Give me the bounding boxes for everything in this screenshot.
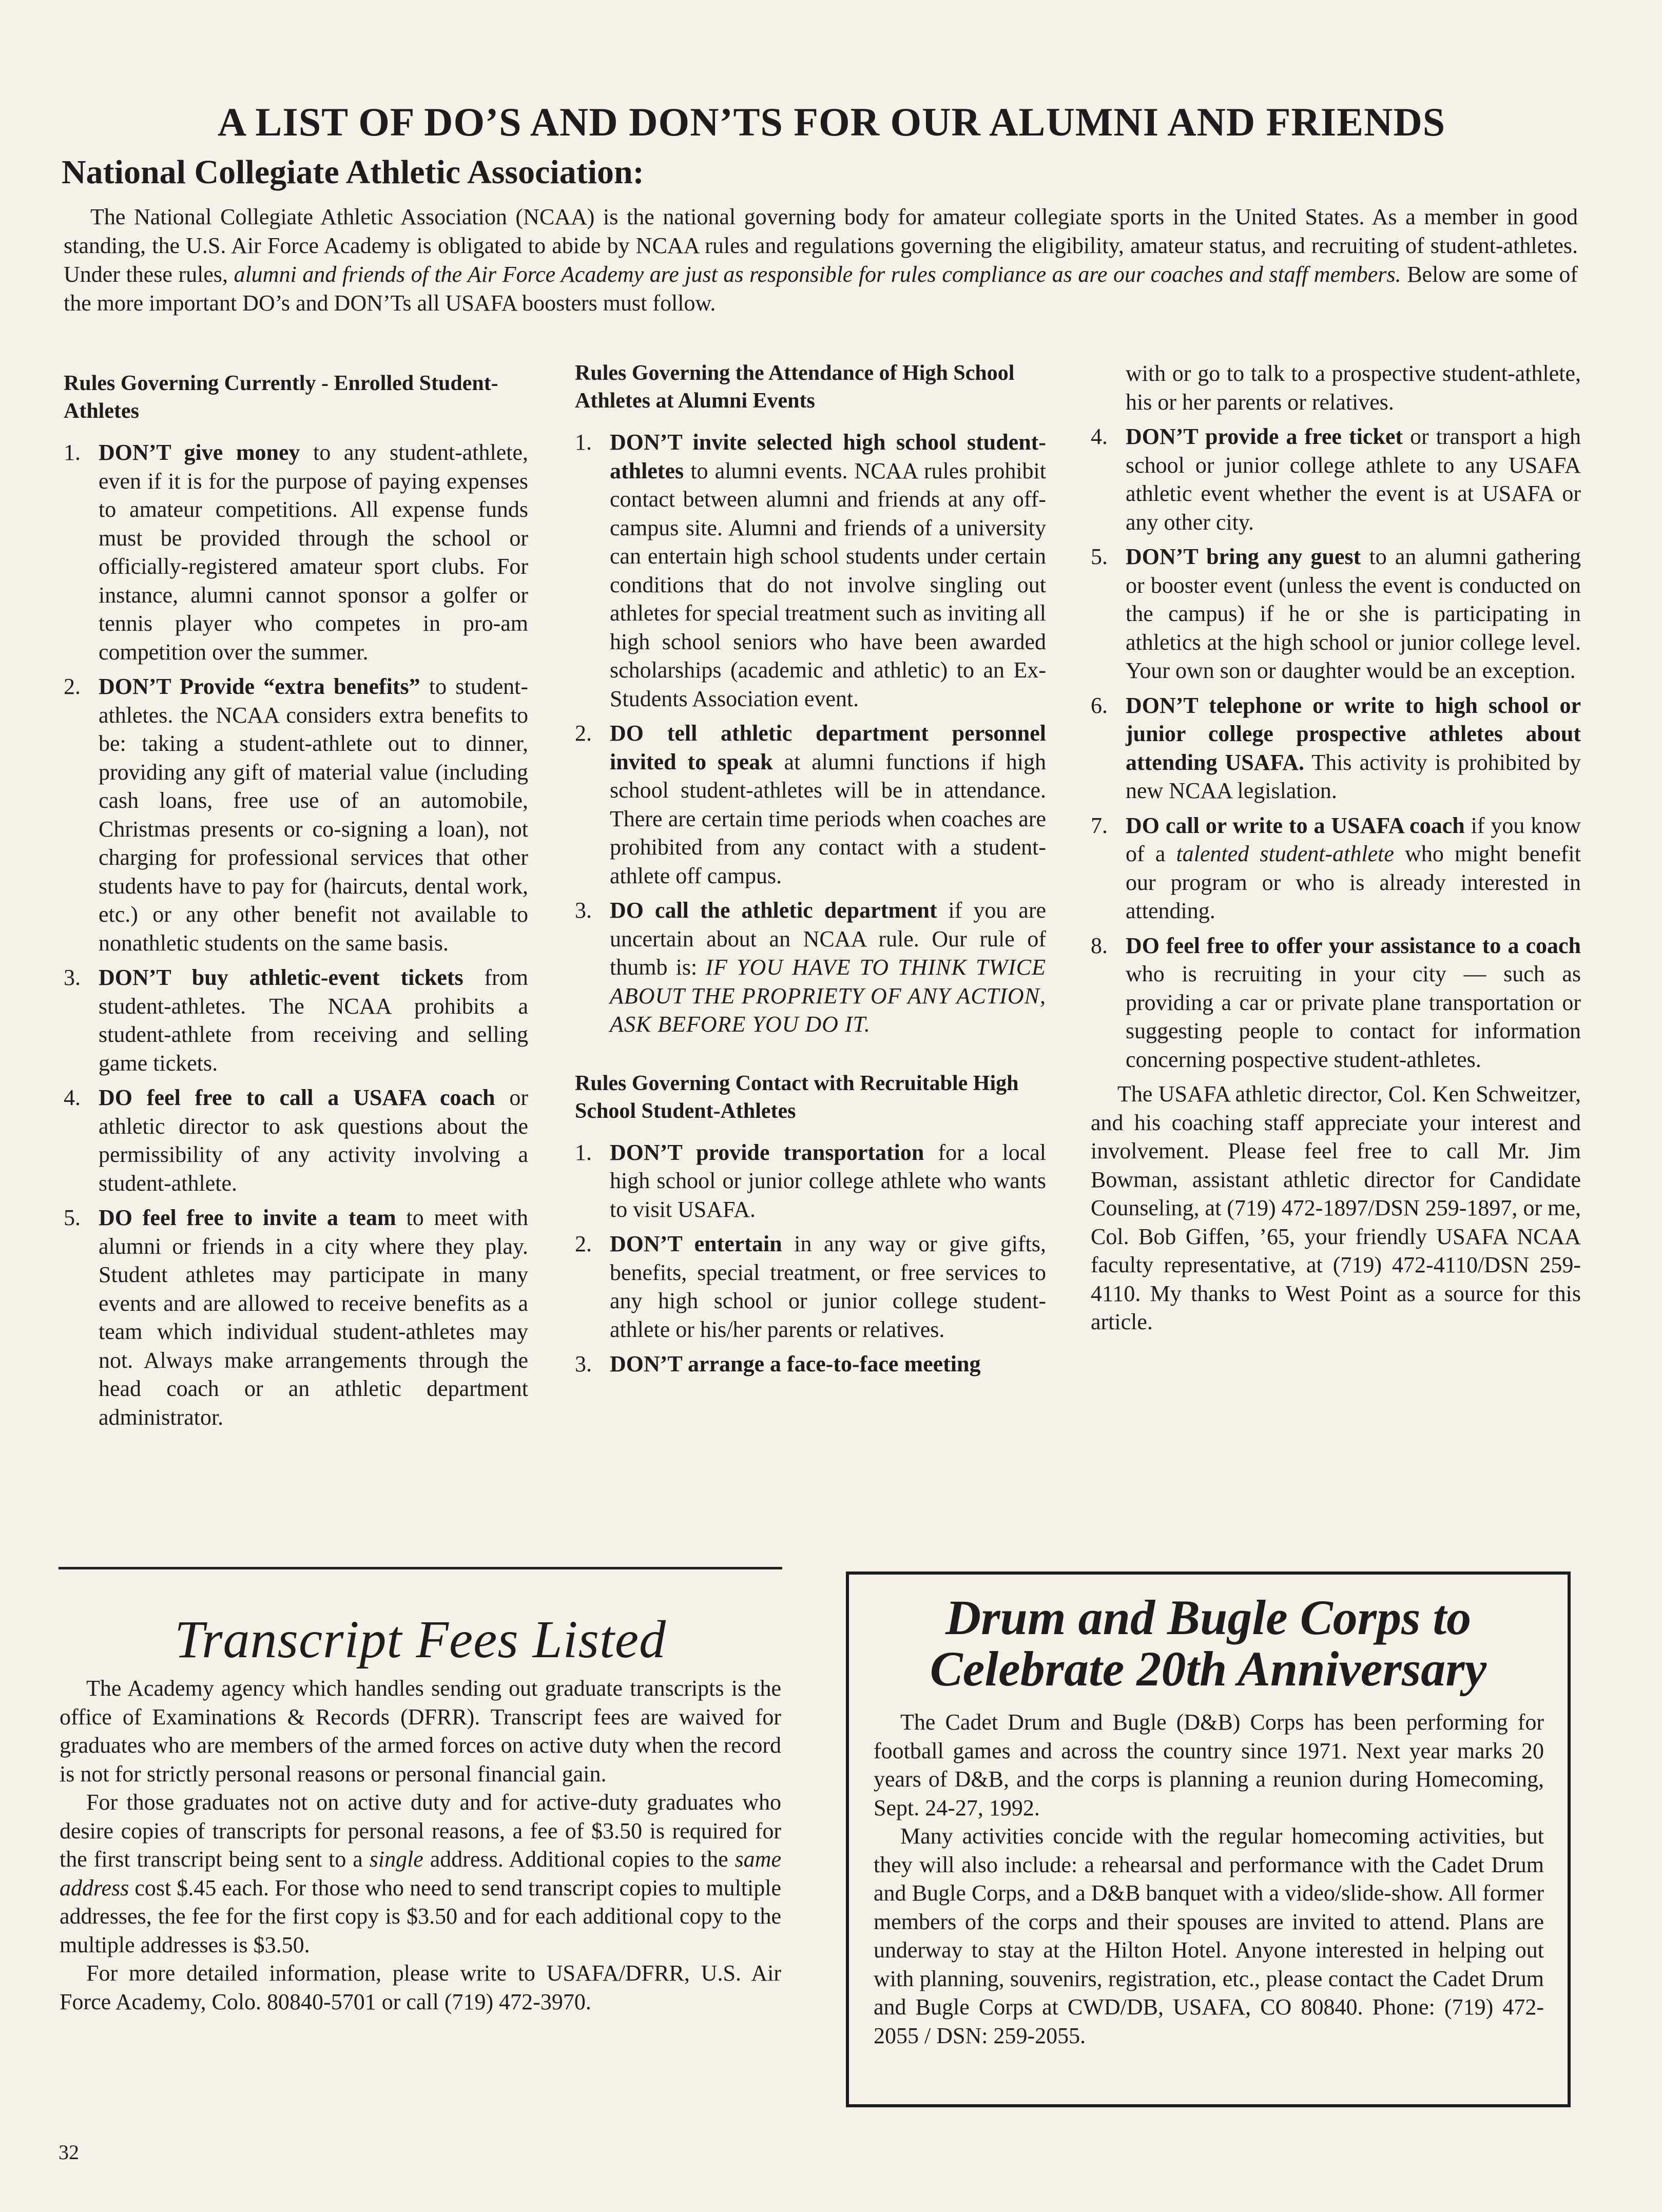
rule-item-continued: with or go to talk to a prospective student-athlete, his or her parents or relatives. <box>1126 361 1581 415</box>
transcript-paragraph-2: For those graduates not on active duty and for active-duty graduates who desire copies of transcripts for personal reasons, a fee of $3.50 is required for the first transcript being sent to a single address. Additional copies to the same address cost $.45 each. For those who need to send transcript copies to multiple addresses, the fee for the first copy is $3.50 and for each additional copy to the multiple addresses is $3.50. <box>60 1790 781 1957</box>
drum-paragraph-2: Many activities concide with the regular homecoming activities, but they will also include: a rehearsal and performance with the Cadet Drum and Bugle Corps, and a D&B banquet with a video/slide-show. All former members of the corps and their spouses are invited to attend. Plans are underway to stay at the Hilton Hotel. Anyone interested in helping out with planning, souvenirs, registration, etc., please contact the Cadet Drum and Bugle Corps at CWD/DB, USAFA, CO 80840. Phone: (719) 472-2055 / DSN: 259-2055. <box>874 1823 1544 2048</box>
transcript-fees-title: Transcript Fees Listed <box>174 1610 667 1669</box>
page-number: 32 <box>59 2141 79 2164</box>
divider-line <box>59 1567 782 1569</box>
rule-item: 2. DON’T Provide “extra benefits” to student-athletes. the NCAA considers extra benefits to be: taking a student-athlete out to dinner, providing any gift of material value (including cash loans, free use of an automobile, Christmas presents or co-signing a loan), not charging for professional services that other students have to pay for (haircuts, dental work, etc.) or any other benefit not available to nonathletic students on the same basis. <box>64 674 528 956</box>
intro-italic-text: alumni and friends of the Air Force Academy are just as responsible for rules compliance as are our coaches and staff members. <box>234 262 1401 287</box>
rules-list-enrolled <box>64 438 528 1431</box>
drum-bugle-article-box <box>846 1571 1571 2107</box>
column-2 <box>575 359 1046 1385</box>
rule-item: 1. DON’T invite selected high school student-athletes to alumni events. NCAA rules prohibit contact between alumni and friends at any off-campus site. Alumni and friends of a university can entertain high school students under certain conditions that do not involve singling out athletes for special treatment such as inviting all high school seniors who have been awarded scholarships (academic and athletic) to an Ex-Students Association event. <box>575 430 1046 711</box>
intro-text-end: Below are some of the more important DO’s and DON’Ts all USAFA boosters must follow. <box>64 262 1578 316</box>
drum-bugle-title: Drum and Bugle Corps to Celebrate 20th Anniversary <box>930 1590 1487 1696</box>
rule-item: 1. DON’T give money to any student-athlete, even if it is for the purpose of paying expenses to amateur competitions. All expense funds must be provided through the school or officially-registered amateur sport clubs. For instance, alumni cannot sponsor a golfer or tennis player who competes in pro-am competition over the summer. <box>64 440 528 665</box>
section-heading-attendance: Rules Governing the Attendance of High School Athletes at Alumni Events <box>575 361 1015 413</box>
rule-item: 3. DO call the athletic department if you are uncertain about an NCAA rule. Our rule of thumb is: IF YOU HAVE TO THINK TWICE ABOUT THE PROPRIETY OF ANY ACTION, ASK BEFORE YOU DO IT. <box>575 898 1046 1037</box>
intro-text: The National Collegiate Athletic Association (NCAA) is the national governing body for amateur collegiate sports in the United States. As a member in good standing, the U.S. Air Force Academy is obligated to abide by NCAA rules and regulations governing the eligibility, amateur status, and recruiting of student-athletes. Under these rules, <box>64 204 1578 287</box>
drum-bugle-body <box>874 1708 1544 2050</box>
rule-item: 2. DO tell athletic department personnel invited to speak at alumni functions if high school student-athletes will be in attendance. There are certain time periods when coaches are prohibited from any contact with a student-athlete off campus. <box>575 721 1046 888</box>
rule-item: 8. DO feel free to offer your assistance to a coach who is recruiting in your city — such as providing a car or private plane transportation or suggesting people to contact for information concerning pospective student-athletes. <box>1091 933 1581 1072</box>
intro-paragraph <box>64 203 1578 318</box>
transcript-paragraph-3: For more detailed information, please write to USAFA/DFRR, U.S. Air Force Academy, Colo. 80840-5701 or call (719) 472-3970. <box>60 1961 781 2014</box>
rule-item: 4. DON’T provide a free ticket or transport a high school or junior college athlete to any USAFA athletic event whether the event is at USAFA or any other city. <box>1091 424 1581 535</box>
rule-item: 1. DON’T provide transportation for a local high school or junior college athlete who wants to visit USAFA. <box>575 1139 1046 1222</box>
rule-item: 5. DO feel free to invite a team to meet with alumni or friends in a city where they play. Student athletes may participate in many events and are allowed to receive benefits as a team which individual student-athletes may not. Always make arrangements through the head coach or an athletic department administrator. <box>64 1205 528 1430</box>
rules-list-recruitable-continued <box>1091 422 1581 1074</box>
column-3 <box>1091 359 1581 1336</box>
section-heading-enrolled: Rules Governing Currently - Enrolled Student-Athletes <box>64 372 498 423</box>
rule-item: 7. DO call or write to a USAFA coach if you know of a talented student-athlete who might benefit our program or who is already interested in attending. <box>1091 812 1581 923</box>
rules-list-attendance <box>575 428 1046 1039</box>
closing-paragraph: The USAFA athletic director, Col. Ken Schweitzer, and his coaching staff appreciate your interest and involvement. Please feel free to call Mr. Jim Bowman, assistant athletic director for Candidate Counseling, at (719) 472-1897/DSN 259-1897, or me, Col. Bob Giffen, ’65, your friendly USAFA NCAA faculty representative, at (719) 472-4110/DSN 259-4110. My thanks to West Point as a source for this article. <box>1091 1081 1581 1334</box>
drum-paragraph-1: The Cadet Drum and Bugle (D&B) Corps has been performing for football games and across the country since 1971. Next year marks 20 years of D&B, and the corps is planning a reunion during Homecoming, Sept. 24-27, 1992. <box>874 1710 1544 1820</box>
rule-item: 4. DO feel free to call a USAFA coach or athletic director to ask questions about the permissibility of any activity involving a student-athlete. <box>64 1085 528 1196</box>
rules-list-recruitable <box>575 1138 1046 1379</box>
rule-item: 3. DON’T buy athletic-event tickets from student-athletes. The NCAA prohibits a student-athlete from receiving and selling game tickets. <box>64 965 528 1076</box>
ncaa-subheading: National Collegiate Athletic Association: <box>62 153 644 191</box>
main-title: A LIST OF DO’S AND DON’TS FOR OUR ALUMNI AND FRIENDS <box>217 100 1446 144</box>
transcript-paragraph-1: The Academy agency which handles sending out graduate transcripts is the office of Examinations & Records (DFRR). Transcript fees are waived for graduates who are members of the armed forces on active duty when the record is not for strictly personal reasons or personal financial gain. <box>60 1676 781 1787</box>
rule-item: 3. DON’T arrange a face-to-face meeting <box>575 1351 981 1376</box>
section-heading-recruitable: Rules Governing Contact with Recruitable High School Student-Athletes <box>575 1071 1019 1123</box>
column-1 <box>64 359 528 1438</box>
rule-item: 2. DON’T entertain in any way or give gifts, benefits, special treatment, or free services to any high school or junior college student-athlete or his/her parents or relatives. <box>575 1231 1046 1342</box>
rule-item: 5. DON’T bring any guest to an alumni gathering or booster event (unless the event is conducted on the campus) if he or she is participating in athletics at the high school or junior college level. Your own son or daughter would be an exception. <box>1091 544 1581 683</box>
rule-item: 6. DON’T telephone or write to high school or junior college prospective athletes about attending USAFA. This activity is prohibited by new NCAA legislation. <box>1091 692 1581 803</box>
transcript-fees-body <box>60 1674 781 2016</box>
